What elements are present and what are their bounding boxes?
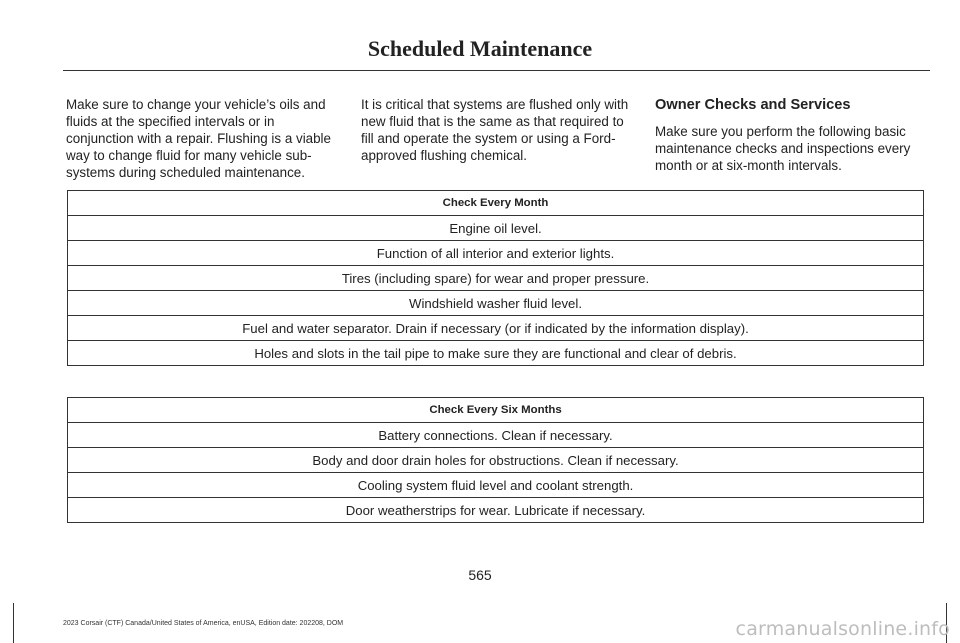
table-cell: Holes and slots in the tail pipe to make sure they are functional and clear of debris.: [68, 341, 924, 366]
table-row: [68, 316, 924, 341]
table-header-row: [68, 191, 924, 216]
six-month-checks-table: [67, 397, 924, 523]
edition-footer: 2023 Corsair (CTF) Canada/United States of America, enUSA, Edition date: 202208, DOM: [63, 620, 344, 627]
intro-paragraph-3: Make sure you perform the following basic maintenance checks and inspections every month or at six-month intervals.: [655, 124, 911, 173]
table-cell: Tires (including spare) for wear and proper pressure.: [68, 266, 924, 291]
table-row: [68, 423, 924, 448]
table-cell: Engine oil level.: [68, 216, 924, 241]
table-cell: Fuel and water separator. Drain if necessary (or if indicated by the information display).: [68, 316, 924, 341]
watermark-logo: carmanualsonline.info: [735, 618, 950, 640]
page-title: Scheduled Maintenance: [367, 36, 593, 61]
section-heading: Owner Checks and Services: [655, 97, 851, 113]
intro-paragraph-2: It is critical that systems are flushed only with new fluid that is the same as that required to fill and operate the system or using a Ford-approved flushing chemical.: [361, 97, 629, 163]
table-row: [68, 473, 924, 498]
table-row: [68, 341, 924, 366]
crop-mark-left: [13, 603, 14, 643]
page-number: 565: [468, 567, 492, 583]
table-row: [68, 498, 924, 523]
intro-column-1: [66, 96, 340, 181]
table-cell: Cooling system fluid level and coolant strength.: [68, 473, 924, 498]
table-cell: Door weatherstrips for wear. Lubricate if necessary.: [68, 498, 924, 523]
table-cell: Function of all interior and exterior lights.: [68, 241, 924, 266]
table-row: [68, 241, 924, 266]
table-header-row: [68, 398, 924, 423]
intro-paragraph-1: Make sure to change your vehicle’s oils and fluids at the specified intervals or in conjunction with a repair. Flushing is a viable way to change fluid for many vehicle sub-systems during scheduled maintenance.: [66, 97, 331, 180]
monthly-table-header: Check Every Month: [68, 191, 924, 216]
six-month-table-header: Check Every Six Months: [68, 398, 924, 423]
intro-column-3: [655, 96, 929, 174]
table-cell: Windshield washer fluid level.: [68, 291, 924, 316]
table-row: [68, 291, 924, 316]
table-cell: Battery connections. Clean if necessary.: [68, 423, 924, 448]
table-row: [68, 216, 924, 241]
title-divider: [63, 70, 930, 71]
table-row: [68, 266, 924, 291]
table-row: [68, 448, 924, 473]
monthly-checks-table: [67, 190, 924, 366]
table-cell: Body and door drain holes for obstructions. Clean if necessary.: [68, 448, 924, 473]
intro-column-2: [361, 96, 635, 164]
